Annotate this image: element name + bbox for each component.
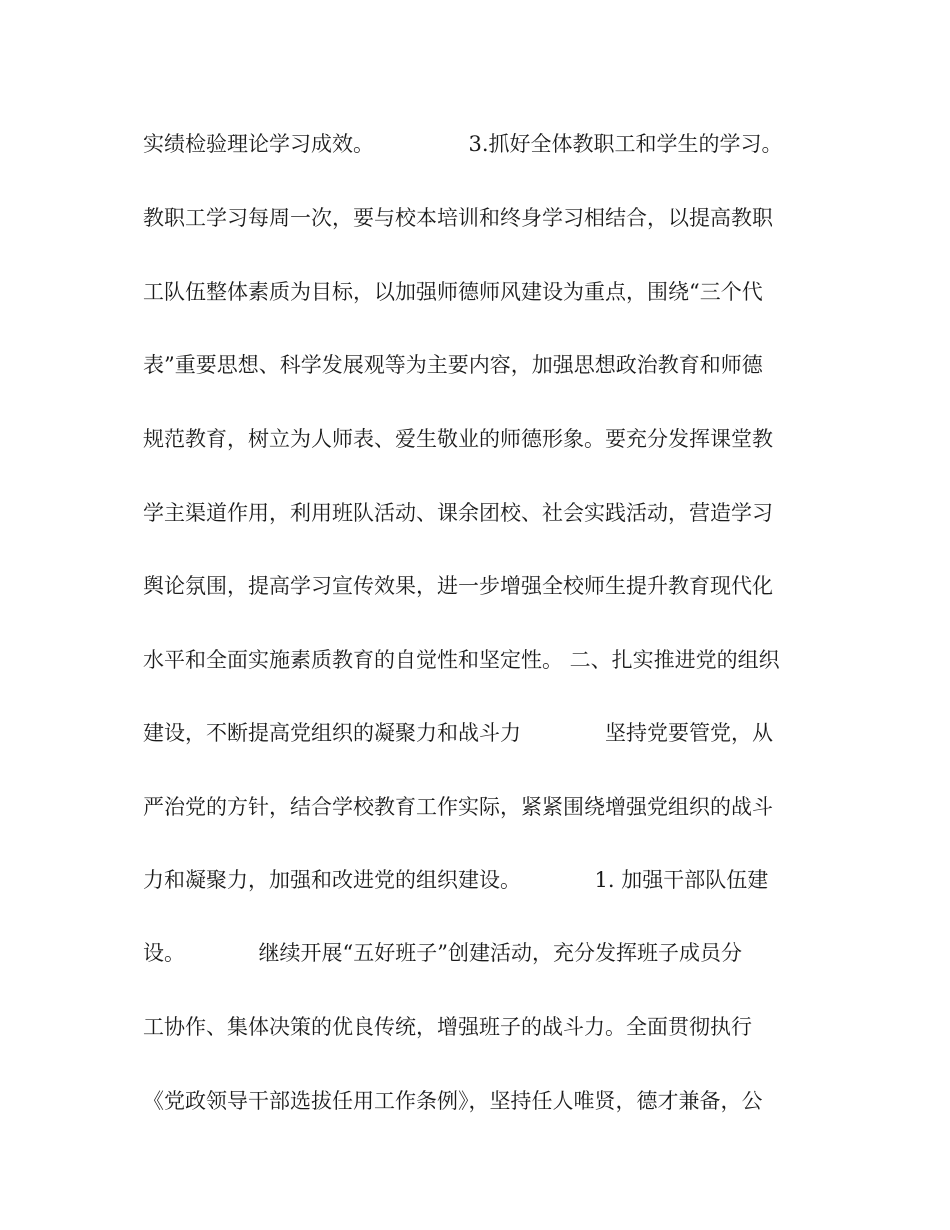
- body-text-line: 设。 继续开展“五好班子”创建活动，充分发挥班子成员分: [143, 941, 742, 965]
- body-text-line: 舆论氛围，提高学习宣传效果，进一步增强全校师生提升教育现代化: [143, 574, 773, 598]
- body-text-line: 《党政领导干部选拔任用工作条例》，坚持任人唯贤，德才兼备，公: [143, 1089, 763, 1113]
- body-text-line: 教职工学习每周一次，要与校本培训和终身学习相结合，以提高教职: [143, 206, 773, 230]
- body-text-line: 工协作、集体决策的优良传统，增强班子的战斗力。全面贯彻执行: [143, 1015, 752, 1039]
- body-text-line: 建设，不断提高党组织的凝聚力和战斗力 坚持党要管党，从: [143, 721, 773, 745]
- body-text-line: 工队伍整体素质为目标，以加强师德师风建设为重点，围绕“三个代: [143, 280, 763, 304]
- body-text-line: 学主渠道作用，利用班队活动、课余团校、社会实践活动，营造学习: [143, 501, 773, 525]
- body-text-line: 规范教育，树立为人师表、爱生敬业的师德形象。要充分发挥课堂教: [143, 427, 773, 451]
- body-text-line: 表”重要思想、科学发展观等为主要内容，加强思想政治教育和师德: [143, 353, 763, 377]
- body-text-line: 严治党的方针，结合学校教育工作实际，紧紧围绕增强党组织的战斗: [143, 795, 773, 819]
- body-text-line: 力和凝聚力，加强和改进党的组织建设。 1. 加强干部队伍建: [143, 868, 769, 892]
- body-text-line: 实绩检验理论学习成效。 3.抓好全体教职工和学生的学习。: [143, 132, 783, 156]
- body-text-line: 水平和全面实施素质教育的自觉性和坚定性。 二、扎实推进党的组织: [143, 648, 780, 672]
